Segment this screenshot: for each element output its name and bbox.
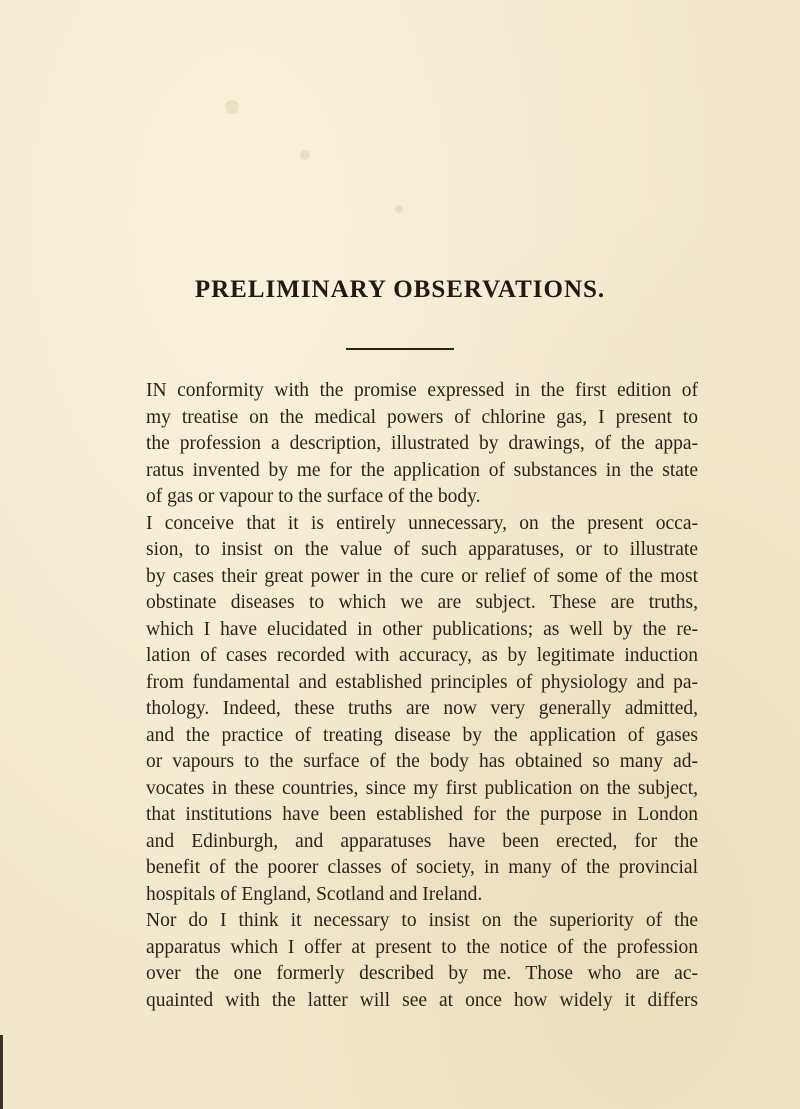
text-line: obstinate diseases to which we are subject. These are truths, <box>146 592 698 613</box>
paragraph-2 <box>146 511 698 909</box>
paragraph-3 <box>146 908 698 1014</box>
text-line: of gas or vapour to the surface of the body. <box>146 486 481 507</box>
paragraph-1 <box>146 378 698 511</box>
text-line: ratus invented by me for the application of substances in the state <box>146 459 698 481</box>
text-line: thology. Indeed, these truths are now very generally admitted, <box>146 698 698 719</box>
text-line: by cases their great power in the cure or relief of some of the most <box>146 565 698 587</box>
text-line: sion, to insist on the value of such apparatuses, or to illustrate <box>146 539 698 560</box>
body-text <box>146 378 698 1014</box>
text-line: IN conformity with the promise expressed in the first edition of <box>146 380 698 401</box>
text-line: that institutions have been established for the purpose in London <box>146 804 698 825</box>
paper-stain <box>225 100 239 114</box>
page-title: PRELIMINARY OBSERVATIONS. <box>194 276 606 303</box>
text-line: and Edinburgh, and apparatuses have been erected, for the <box>146 830 698 852</box>
page-edge-mark <box>0 1035 3 1109</box>
text-line: Nor do I think it necessary to insist on the superiority of the <box>146 910 698 931</box>
text-line: over the one formerly described by me. Those who are ac- <box>146 963 698 984</box>
text-line: quainted with the latter will see at once how widely it differs <box>146 989 698 1011</box>
text-line: and the practice of treating disease by the application of gases <box>146 724 698 746</box>
text-line: from fundamental and established principles of physiology and pa- <box>146 671 698 693</box>
text-line: hospitals of England, Scotland and Ireland. <box>146 883 483 905</box>
text-line: my treatise on the medical powers of chlorine gas, I present to <box>146 406 698 428</box>
text-line: which I have elucidated in other publications; as well by the re- <box>146 618 698 640</box>
title-divider <box>346 348 454 350</box>
text-line: the profession a description, illustrated by drawings, of the appa- <box>146 433 698 454</box>
text-line: or vapours to the surface of the body has obtained so many ad- <box>146 751 698 772</box>
paper-stain <box>395 205 403 213</box>
text-line: lation of cases recorded with accuracy, as by legitimate induction <box>146 645 698 666</box>
paper-stain <box>300 150 310 160</box>
text-line: benefit of the poorer classes of society, in many of the provincial <box>146 857 698 878</box>
text-line: apparatus which I offer at present to the notice of the profession <box>146 936 698 958</box>
text-line: vocates in these countries, since my first publication on the subject, <box>146 777 698 799</box>
text-line: I conceive that it is entirely unnecessary, on the present occa- <box>146 512 698 534</box>
